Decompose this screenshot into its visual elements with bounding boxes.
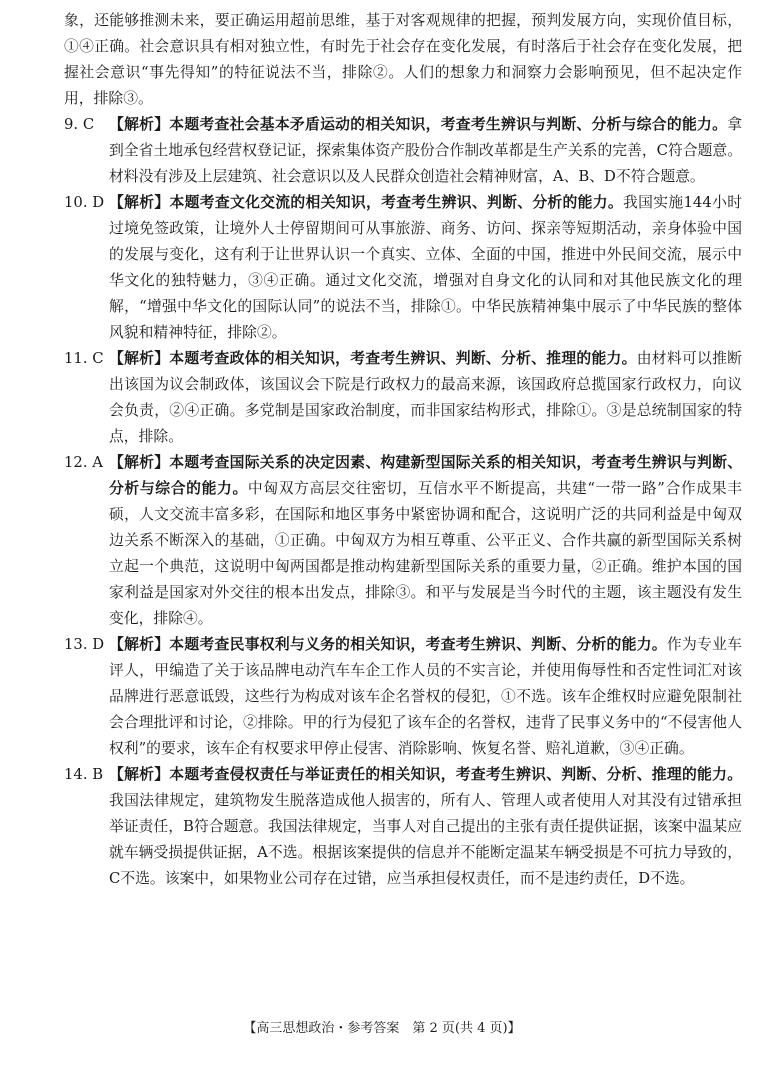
answer-item-10	[64, 190, 742, 346]
intro-paragraph: 象，还能够推测未来，要正确运用超前思维，基于对客观规律的把握，预判发展方向，实现价值目标，①④正确。社会意识具有相对独立性，有时先于社会存在变化发展，有时落后于社会存在变化发展，把握社会意识“事先得知”的特征说法不当，排除②。人们的想象力和洞察力会影响预见，但不起决定作用，排除③。	[64, 12, 742, 107]
item-body: 作为专业车评人，甲编造了关于该品牌电动汽车车企工作人员的不实言论，并使用侮辱性和否定性词汇对该品牌进行恶意诋毁，这些行为构成对该车企名誉权的侵犯，①不选。该车企维权时应避免限制社会合理批评和讨论，②排除。甲的行为侵犯了该车企的名誉权，违背了民事义务中的“不侵害他人权利”的要求，该车企有权要求甲停止侵害、消除影响、恢复名誉、赔礼道歉，③④正确。	[109, 636, 742, 757]
item-heading: 【解析】本题考查民事权利与义务的相关知识，考查考生辨识、判断、分析的能力。	[109, 636, 667, 653]
item-body: 我国法律规定，建筑物发生脱落造成他人损害的，所有人、管理人或者使用人对其没有过错承担举证责任，B符合题意。我国法律规定，当事人对自己提出的主张有责任提供证据，该案中温某应就车辆受损提供证据，A不选。根据该案提供的信息并不能断定温某车辆受损是不可抗力导致的，C不选。该案中，如果物业公司存在过错，应当承担侵权责任，而不是违约责任，D不选。	[109, 792, 742, 887]
item-number: 12. A	[64, 454, 103, 471]
item-number: 11. C	[64, 350, 104, 367]
item-heading: 【解析】本题考查政体的相关知识，考查考生辨识、判断、分析、推理的能力。	[109, 350, 637, 367]
item-number: 14. B	[64, 766, 104, 783]
item-body: 中匈双方高层交往密切，互信水平不断提高，共建“一带一路”合作成果丰硕，人文交流丰富多彩，在国际和地区事务中紧密协调和配合，这说明广泛的共同利益是中匈双边关系不断深入的基础，①正确。中匈双方为相互尊重、公平正义、合作共赢的新型国际关系树立起一个典范，这说明中匈两国都是推动构建新型国际关系的重要力量，②正确。维护本国的国家利益是国家对外交往的根本出发点，排除③。和平与发展是当今时代的主题，该主题没有发生变化，排除④。	[109, 480, 742, 627]
item-heading: 【解析】本题考查社会基本矛盾运动的相关知识，考查考生辨识与判断、分析与综合的能力。	[109, 116, 728, 133]
item-body: 我国实施144小时过境免签政策，让境外人士停留期间可从事旅游、商务、访问、探亲等短期活动，亲身体验中国的发展与变化，这有利于让世界认识一个真实、立体、全面的中国，推进中外民间交流，展示中华文化的独特魅力，③④正确。通过文化交流，增强对自身文化的认同和对其他民族文化的理解，“增强中华文化的国际认同”的说法不当，排除①。中华民族精神集中展示了中华民族的整体风貌和精神特征，排除②。	[109, 194, 742, 341]
answer-item-14	[64, 762, 742, 892]
footer-text: 【高三思想政治・参考答案 第 2 页(共 4 页)】	[243, 1021, 521, 1036]
answer-item-11	[64, 346, 742, 450]
answer-item-12	[64, 450, 742, 632]
page-footer	[0, 1020, 764, 1038]
item-body: 拿到全省土地承包经营权登记证，探索集体资产股份合作制改革都是生产关系的完善，C符合题意。材料没有涉及上层建筑、社会意识以及人民群众创造社会精神财富，A、B、D不符合题意。	[109, 116, 742, 185]
answer-item-13	[64, 632, 742, 762]
item-body: 由材料可以推断出该国为议会制政体，该国议会下院是行政权力的最高来源，该国政府总揽国家行政权力，向议会负责，②④正确。多党制是国家政治制度，而非国家结构形式，排除①。③是总统制国家的特点，排除。	[109, 350, 742, 445]
item-number: 10. D	[64, 194, 105, 211]
item-number: 13. D	[64, 636, 105, 653]
item-heading: 【解析】本题考查国际关系的决定因素、构建新型国际关系的相关知识，考查考生辨识与判断、分析与综合的能力。	[109, 454, 742, 497]
item-number: 9. C	[64, 116, 95, 133]
item-heading: 【解析】本题考查文化交流的相关知识，考查考生辨识、判断、分析的能力。	[109, 194, 624, 211]
item-heading: 【解析】本题考查侵权责任与举证责任的相关知识，考查考生辨识、判断、分析、推理的能力。	[109, 766, 742, 783]
answer-item-9	[64, 112, 742, 190]
